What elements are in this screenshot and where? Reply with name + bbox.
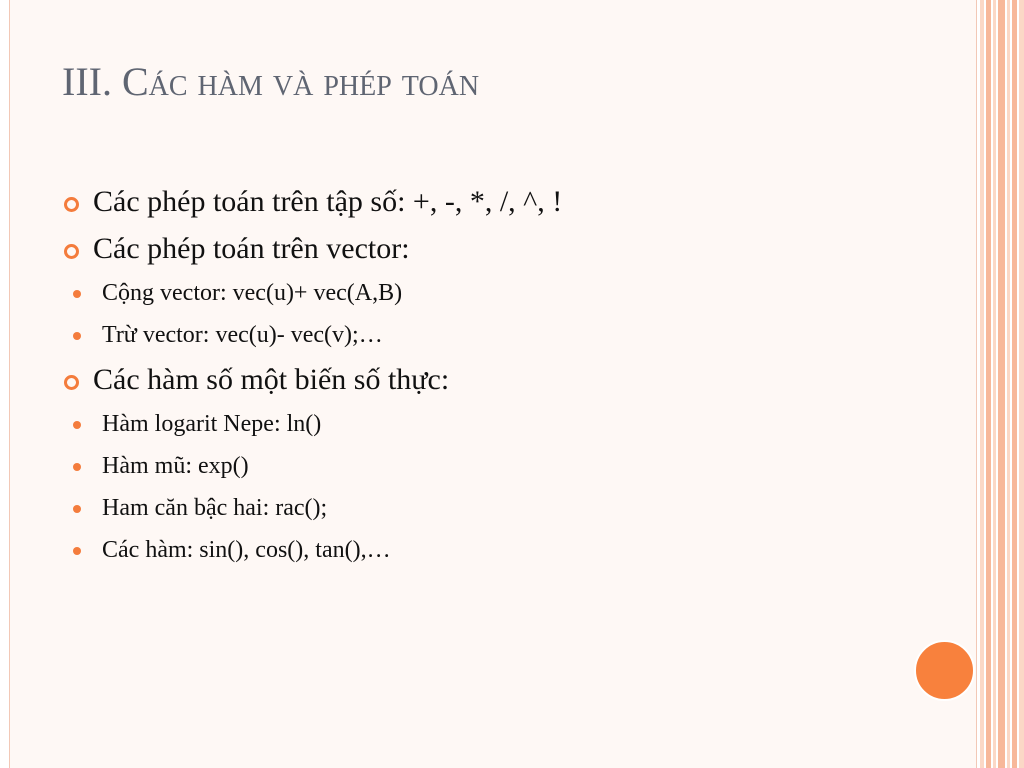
sub-bullet-item [62,320,902,350]
sub-bullet-text: Các hàm: sin(), cos(), tan(),… [102,537,391,563]
decor-stripe [1012,0,1017,768]
decor-stripe [998,0,1005,768]
decorative-circle-icon [914,640,975,701]
dot-bullet-icon [73,332,81,340]
slide-title-rest: ác hàm và phép toán [148,59,480,104]
dot-bullet-icon [73,547,81,555]
sub-bullet-list [62,278,902,350]
sub-bullet-text: Hàm mũ: exp() [102,453,249,479]
sub-bullet-text: Cộng vector: vec(u)+ vec(A,B) [102,280,403,306]
decor-stripe [1019,0,1024,768]
sub-bullet-item [62,451,902,481]
dot-bullet-icon [73,505,81,513]
sub-bullet-item [62,409,902,439]
sub-bullet-text: Ham căn bậc hai: rac(); [102,495,328,521]
decor-stripe [986,0,991,768]
decor-stripe [993,0,996,768]
sub-bullet-item [62,493,902,523]
bullet-item [62,184,902,220]
dot-bullet-icon [73,290,81,298]
sub-bullet-list [62,409,902,565]
slide-title-prefix: III. C [62,59,149,104]
bullet-text: Các phép toán trên tập số: +, -, *, /, ^, ! [93,185,563,218]
sub-bullet-item [62,278,902,308]
bullet-list [62,184,902,577]
decor-stripe [980,0,984,768]
bullet-text: Các phép toán trên vector: [93,232,410,265]
ring-bullet-icon [64,244,79,259]
dot-bullet-icon [73,463,81,471]
bullet-item [62,362,902,398]
sub-bullet-text: Hàm logarit Nepe: ln() [102,411,322,437]
ring-bullet-icon [64,197,79,212]
sub-bullet-text: Trừ vector: vec(u)- vec(v);… [102,322,383,348]
slide-title [62,58,479,106]
bullet-item [62,231,902,267]
dot-bullet-icon [73,421,81,429]
sub-bullet-item [62,535,902,565]
decor-stripe [1007,0,1010,768]
ring-bullet-icon [64,375,79,390]
bullet-text: Các hàm số một biến số thực: [93,363,450,396]
